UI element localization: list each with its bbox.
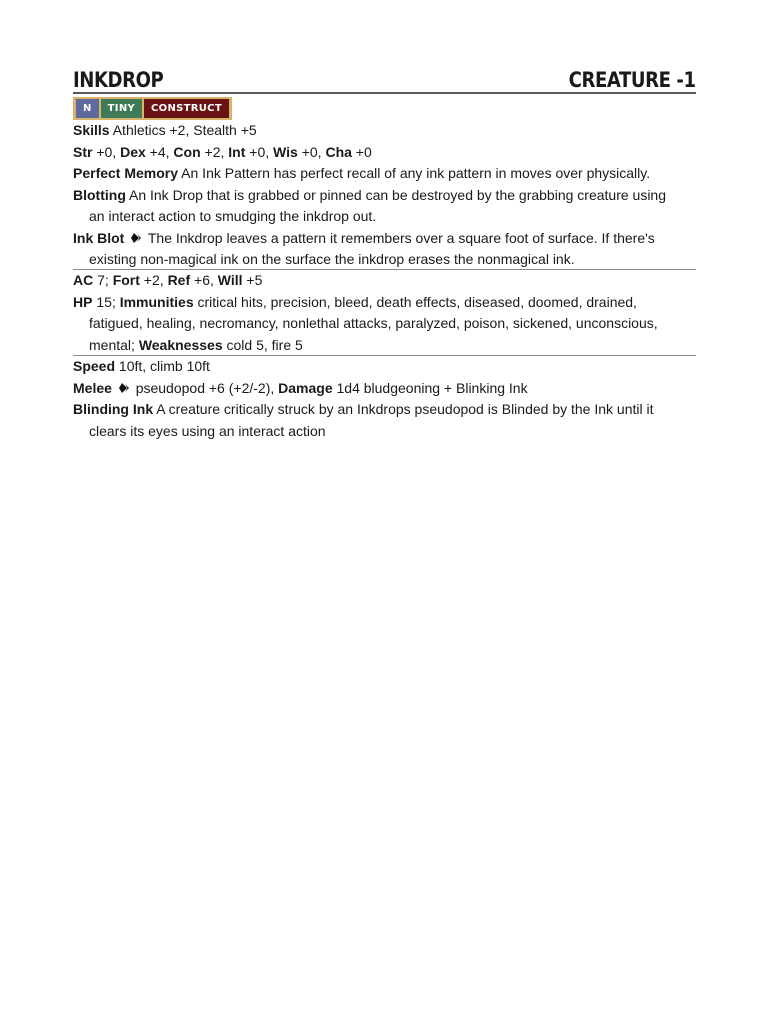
attr-cha-label: Cha bbox=[325, 143, 352, 160]
creature-name: INKDROP bbox=[73, 68, 164, 92]
attr-int-value: +0, bbox=[245, 143, 274, 160]
creature-level: CREATURE -1 bbox=[569, 68, 696, 92]
hp-label: HP bbox=[73, 293, 93, 310]
will-label: Will bbox=[217, 272, 243, 288]
trait-type: CONSTRUCT bbox=[144, 99, 229, 118]
weaknesses-line bbox=[73, 335, 696, 357]
blinding-ink-label: Blinding Ink bbox=[73, 401, 154, 417]
ref-value: +6, bbox=[190, 272, 218, 288]
offense-section bbox=[73, 356, 696, 442]
blinding-ink-text-cont: clears its eyes using an interact action bbox=[89, 422, 326, 439]
weaknesses-value: cold 5, fire 5 bbox=[222, 336, 303, 353]
weaknesses-label: Weaknesses bbox=[138, 336, 223, 353]
ink-blot-line-cont bbox=[73, 249, 696, 271]
ink-blot-text: The Inkdrop leaves a pattern it remembers over a square foot of surface. If there's bbox=[144, 229, 655, 246]
fort-label: Fort bbox=[112, 272, 140, 288]
attr-str-value: +0, bbox=[92, 143, 121, 160]
single-action-icon bbox=[130, 232, 142, 244]
trait-alignment: N bbox=[76, 99, 99, 118]
perfect-memory-line bbox=[73, 163, 696, 185]
blotting-text-cont: an interact action to smudging the inkdrop out. bbox=[89, 208, 377, 224]
blinding-ink-text: A creature critically struck by an Inkdrops pseudopod is Blinded by the Ink until it bbox=[153, 401, 654, 417]
ac-value: 7; bbox=[93, 272, 113, 288]
blotting-text: An Ink Drop that is grabbed or pinned can be destroyed by the grabbing creature using bbox=[125, 186, 667, 203]
melee-label: Melee bbox=[73, 379, 112, 396]
single-action-icon bbox=[118, 382, 130, 394]
attr-str-label: Str bbox=[73, 143, 93, 160]
immunities-text-cont: fatigued, healing, necromancy, nonlethal attacks, paralyzed, poison, sickened, unconscious, bbox=[89, 315, 658, 331]
ref-label: Ref bbox=[167, 272, 191, 288]
defense-section bbox=[73, 270, 696, 356]
attr-wis-label: Wis bbox=[273, 143, 298, 160]
skills-value: Athletics +2, Stealth +5 bbox=[109, 122, 257, 138]
blinding-ink-line bbox=[73, 399, 696, 421]
attr-con-value: +2, bbox=[200, 143, 229, 160]
attr-dex-value: +4, bbox=[145, 143, 174, 160]
damage-value: 1d4 bludgeoning + Blinking Ink bbox=[332, 379, 528, 396]
attr-dex-label: Dex bbox=[120, 143, 146, 160]
skills-line bbox=[73, 120, 696, 142]
attr-con-label: Con bbox=[173, 143, 201, 160]
immunities-text-end: mental; bbox=[89, 336, 139, 353]
trait-size: TINY bbox=[101, 99, 142, 118]
damage-label: Damage bbox=[278, 379, 333, 396]
header-divider bbox=[73, 92, 696, 94]
stats-section bbox=[73, 120, 696, 271]
melee-value: pseudopod +6 (+2/-2), bbox=[131, 379, 279, 396]
skills-label: Skills bbox=[73, 122, 110, 138]
attr-int-label: Int bbox=[228, 143, 246, 160]
speed-value: 10ft, climb 10ft bbox=[115, 358, 210, 374]
perfect-memory-label: Perfect Memory bbox=[73, 165, 179, 181]
speed-line bbox=[73, 356, 696, 378]
melee-line bbox=[73, 378, 696, 400]
perfect-memory-text: An Ink Pattern has perfect recall of any ink pattern in moves over physically. bbox=[178, 165, 651, 181]
hp-value: 15; bbox=[92, 293, 120, 310]
speed-label: Speed bbox=[73, 358, 116, 374]
immunities-label: Immunities bbox=[119, 293, 194, 310]
fort-value: +2, bbox=[139, 272, 168, 288]
blotting-line-cont bbox=[73, 206, 696, 228]
ink-blot-label: Ink Blot bbox=[73, 229, 125, 246]
ac-saves-line bbox=[73, 270, 696, 292]
attr-cha-value: +0 bbox=[351, 143, 372, 160]
hp-line bbox=[73, 292, 696, 314]
immunities-line-cont bbox=[73, 313, 696, 335]
creature-level-wrap bbox=[73, 64, 696, 92]
will-value: +5 bbox=[242, 272, 263, 288]
blotting-line bbox=[73, 185, 696, 207]
immunities-text: critical hits, precision, bleed, death effects, diseased, doomed, drained, bbox=[193, 293, 637, 310]
trait-list bbox=[73, 97, 232, 120]
blinding-ink-line-cont bbox=[73, 421, 696, 443]
ac-label: AC bbox=[73, 272, 94, 288]
ink-blot-text-cont: existing non-magical ink on the surface the inkdrop erases the nonmagical ink. bbox=[89, 251, 575, 267]
attributes-line bbox=[73, 142, 696, 164]
ink-blot-line bbox=[73, 228, 696, 250]
blotting-label: Blotting bbox=[73, 186, 126, 203]
attr-wis-value: +0, bbox=[297, 143, 326, 160]
